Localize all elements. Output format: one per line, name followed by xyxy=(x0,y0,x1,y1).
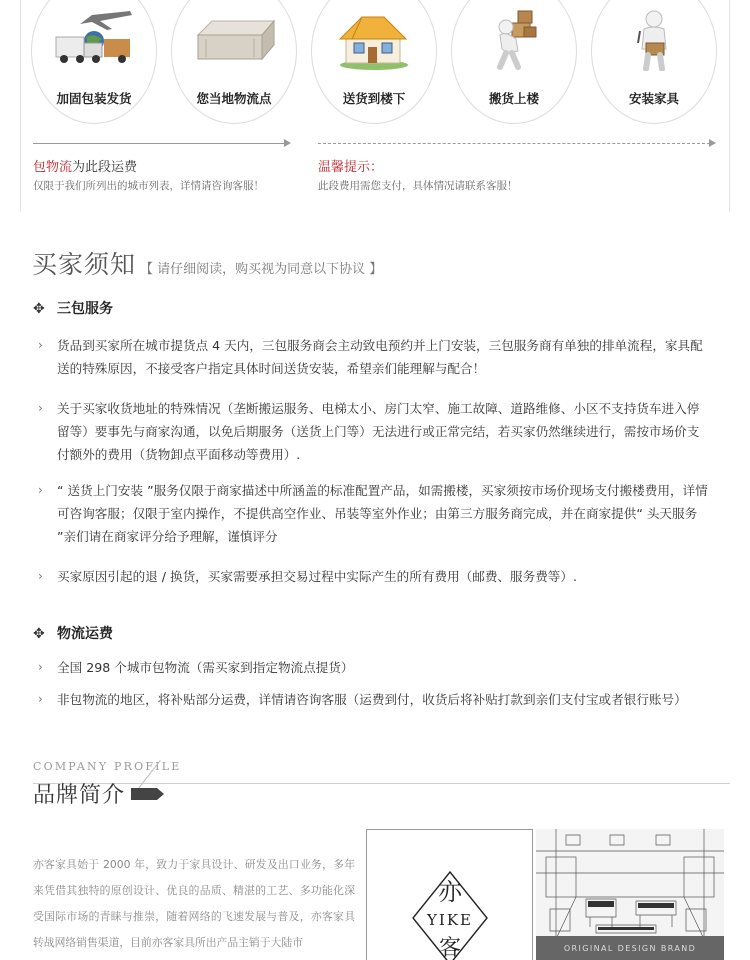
warehouse-icon xyxy=(192,9,276,71)
paid-segment-note: 此段费用需您支付，具体情况请联系客服！ xyxy=(318,180,518,192)
logo-char-top: 亦 xyxy=(438,878,462,906)
installer-toolbox-icon xyxy=(612,9,696,71)
step-label: 加固包装发货 xyxy=(56,91,132,106)
company-profile-title: 品牌简介 xyxy=(33,783,126,808)
free-segment-note-title: 包物流为此段运费 xyxy=(33,160,138,175)
logo-char-bottom: 客 xyxy=(438,936,462,960)
diamond-logo-mark xyxy=(367,830,534,960)
chevron-right-icon: › xyxy=(38,338,43,352)
step-local-depot xyxy=(171,0,297,124)
house-icon xyxy=(332,9,416,71)
chevron-right-icon: › xyxy=(38,401,43,415)
chevron-right-icon: › xyxy=(38,483,43,497)
section-heading-warranty: ✥ 三包服务 xyxy=(33,301,113,317)
company-profile-eyebrow: COMPANY PROFILE xyxy=(33,760,182,773)
company-description: 亦客家具始于 2000 年，致力于家具设计、研发及出口业务，多年来凭借其独特的原创设计、优良的品质、精湛的工艺、多功能化深受国际市场的青睐与推崇，随着网络的飞速发展与普及，亦客家具转战网络销售渠道，目前亦客家具所出产品主销于大陆市 xyxy=(33,858,355,949)
chevron-right-icon: › xyxy=(38,692,43,706)
brand-logo xyxy=(366,829,533,960)
list-item: › 货品到买家所在城市提货点 4 天内，三包服务商会主动致电预约并上门安装，三包服务商有单独的排单流程，家具配送的特殊原因，不接受客户指定具体时间送货安装，希望亲们能理解与配合！ xyxy=(38,334,708,380)
divider xyxy=(33,783,730,784)
logo-wordmark: YIKE xyxy=(427,911,473,929)
chevron-right-icon: › xyxy=(38,660,43,674)
list-item: › 关于买家收货地址的特殊情况（垄断搬运服务、电梯太小、房门太窄、施工故障、道路维修、小区不支持货车进入停留等）要事先与商家沟通，以免后期服务（送货上门等）无法进行或正常完结，若买家仍然继续进行，需按市场价支付额外的费用（货物卸点平面移动等费用）. xyxy=(38,397,708,466)
list-item: › 非包物流的地区，将补贴部分运费，详情请咨询客服（运费到付，收货后将补贴打款到亲们支付宝或者银行账号） xyxy=(38,688,708,711)
section-heading-shipping: ✥ 物流运费 xyxy=(33,626,113,642)
step-label: 安装家具 xyxy=(628,91,679,106)
step-pack-ship xyxy=(31,0,157,124)
move-cross-icon: ✥ xyxy=(33,301,45,317)
porter-carrying-boxes-icon xyxy=(472,9,556,71)
step-label: 搬货上楼 xyxy=(488,91,539,106)
step-install xyxy=(591,0,717,124)
free-segment-note: 仅限于我们所列出的城市列表，详情请咨询客服！ xyxy=(33,180,264,192)
photo-caption: ORIGINAL DESIGN BRAND xyxy=(536,936,724,960)
list-item: › 买家原因引起的退 / 换货，买家需要承担交易过程中实际产生的所有费用（邮费、服务费等）. xyxy=(38,565,708,588)
step-label: 送货到楼下 xyxy=(342,91,406,106)
chevron-right-icon: › xyxy=(38,569,43,583)
flag-arrow-icon xyxy=(131,788,157,800)
paid-segment-note-title: 温馨提示： xyxy=(318,160,384,175)
list-item: › 全国 298 个城市包物流（需买家到指定物流点提货） xyxy=(38,656,708,679)
free-segment-line xyxy=(33,143,285,144)
list-item: › “ 送货上门安装 ”服务仅限于商家描述中所涵盖的标准配置产品，如需搬楼，买家须按市场价现场支付搬楼费用，详情可咨询客服；仅限于室内操作，不提供高空作业、吊装等室外作业；由第三方服务商完成，并在商家提供“ 头天服务 ”亲们请在商家评分给予理解，谨慎评分 xyxy=(38,479,708,548)
move-cross-icon: ✥ xyxy=(33,626,45,642)
paid-segment-line xyxy=(318,143,710,144)
truck-plane-icon xyxy=(52,9,136,71)
notice-subtitle: 【 请仔细阅读，购买视为同意以下协议 】 xyxy=(140,262,383,277)
step-carry-upstairs xyxy=(451,0,577,124)
free-segment-arrowhead xyxy=(284,139,291,147)
step-label: 您当地物流点 xyxy=(196,91,272,106)
notice-title: 买家须知 xyxy=(32,250,137,279)
step-deliver-downstairs xyxy=(311,0,437,124)
paid-segment-arrowhead xyxy=(709,139,716,147)
